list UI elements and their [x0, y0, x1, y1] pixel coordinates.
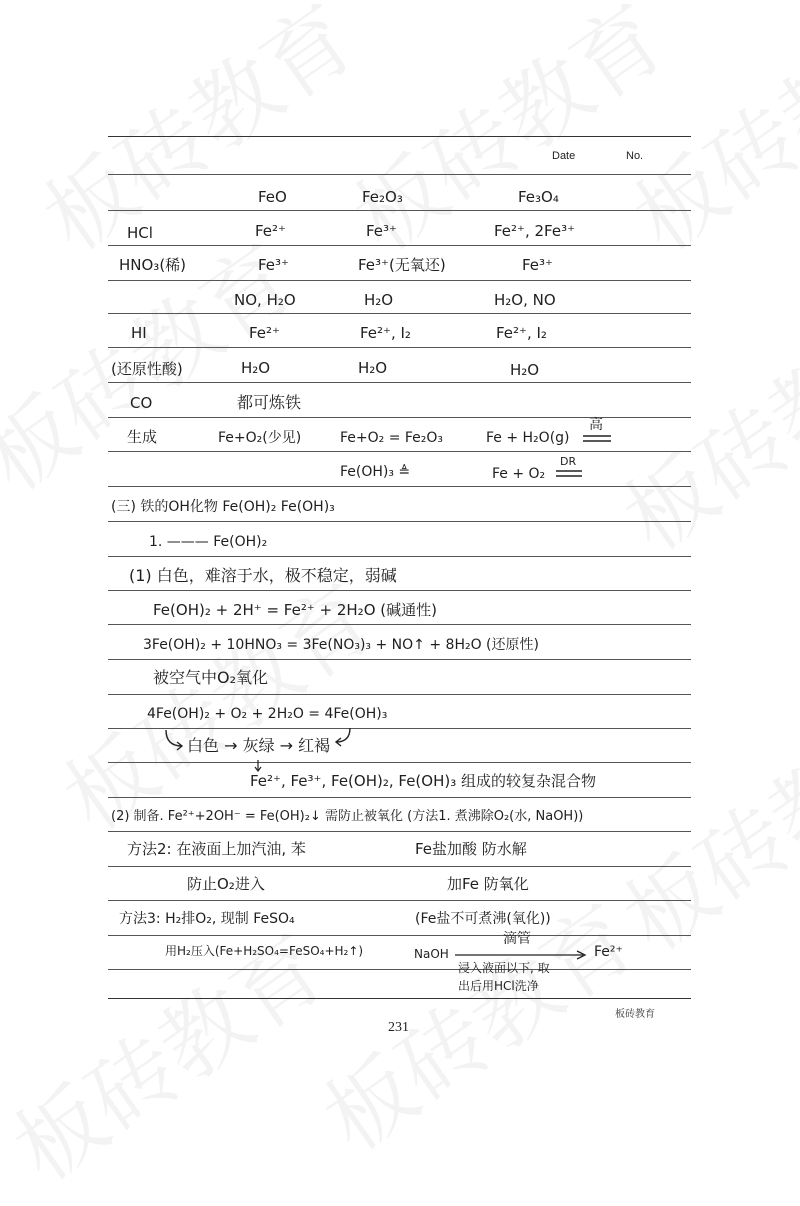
ruled-line	[108, 866, 691, 867]
method-2-note: Fe盐加酸 防水解	[415, 840, 527, 858]
ruled-line	[108, 486, 691, 487]
color-change: 白色 → 灰绿 → 红褐	[187, 736, 331, 755]
condition-high: 高	[589, 417, 603, 433]
watermark	[596, 270, 800, 575]
table-cell: Fe³⁺	[366, 222, 397, 240]
brand-mark: 板砖教育	[615, 1009, 655, 1020]
ruled-line	[108, 417, 691, 418]
condition-dr: DR	[560, 455, 577, 468]
paragraph: 被空气中O₂氧化	[153, 668, 269, 687]
table-cell: Fe³⁺(无氧还)	[358, 256, 446, 274]
ruled-line	[108, 210, 691, 211]
generate-label: 生成	[127, 428, 158, 446]
row-label: HNO₃(稀)	[119, 256, 187, 274]
row-label: (还原性酸)	[111, 360, 183, 378]
top-border	[108, 136, 691, 137]
table-cell: H₂O, NO	[494, 291, 556, 309]
table-cell: Fe²⁺	[249, 324, 280, 342]
table-cell: H₂O	[510, 361, 540, 379]
method-3-detail: 用H₂压入(Fe+H₂SO₄=FeSO₄+H₂↑)	[165, 944, 364, 958]
column-header: FeO	[258, 188, 287, 206]
ruled-line	[108, 900, 691, 901]
table-cell: Fe²⁺, I₂	[496, 324, 547, 342]
table-cell: NO, H₂O	[234, 291, 296, 309]
ruled-line	[108, 521, 691, 522]
table-cell: Fe²⁺, I₂	[360, 324, 411, 342]
ruled-line	[108, 556, 691, 557]
ruled-line	[108, 245, 691, 246]
ruled-line	[108, 280, 691, 281]
table-cell: Fe³⁺	[258, 256, 289, 274]
table-cell: H₂O	[241, 359, 271, 377]
method-2: 方法2: 在液面上加汽油, 苯	[127, 840, 306, 858]
co-note: 都可炼铁	[237, 393, 302, 412]
preparation: (2) 制备. Fe²⁺+2OH⁻ = Fe(OH)₂↓ 需防止被氧化 (方法1. 煮沸除O₂(水, NaOH))	[111, 809, 584, 824]
method-3: 方法3: H₂排O₂, 现制 FeSO₄	[119, 911, 295, 927]
dropper-note: 浸入液面以下, 取	[458, 961, 550, 975]
dropper-label: 滴管	[503, 931, 531, 947]
table-cell: Fe²⁺, 2Fe³⁺	[494, 222, 576, 240]
curved-arrow-right	[332, 726, 354, 748]
no-label: No.	[626, 150, 644, 162]
ruled-line	[108, 624, 691, 625]
generate-item: Fe + H₂O(g)	[486, 430, 570, 446]
table-cell: H₂O	[358, 359, 388, 377]
ruled-line	[108, 797, 691, 798]
table-cell: Fe²⁺	[255, 222, 286, 240]
ruled-line	[108, 728, 691, 729]
ruled-line	[108, 451, 691, 452]
down-arrow	[254, 760, 262, 772]
curved-arrow-left	[162, 728, 186, 752]
row-label: HI	[131, 324, 147, 342]
paragraph: (1) 白色，难溶于水，极不稳定，弱碱	[129, 566, 397, 585]
list-item: 1. ——— Fe(OH)₂	[149, 534, 268, 550]
ruled-line	[108, 174, 691, 175]
ruled-line	[108, 347, 691, 348]
ruled-line	[108, 935, 691, 936]
reaction-arrow	[455, 950, 590, 960]
ruled-line	[108, 762, 691, 763]
method-3-note: (Fe盐不可煮沸(氧化))	[415, 911, 551, 927]
reagent: NaOH	[414, 947, 449, 961]
mixture-note: Fe²⁺, Fe³⁺, Fe(OH)₂, Fe(OH)₃ 组成的较复杂混合物	[250, 772, 596, 790]
generate-item: Fe+O₂(少见)	[218, 430, 302, 446]
table-cell: H₂O	[364, 291, 394, 309]
generate-item: Fe(OH)₃ ≜	[340, 464, 411, 480]
product: Fe²⁺	[594, 944, 623, 960]
section-title: (三) 铁的OH化物 Fe(OH)₂ Fe(OH)₃	[111, 499, 335, 515]
ruled-line	[108, 659, 691, 660]
watermark	[606, 0, 800, 276]
equation: 4Fe(OH)₂ + O₂ + 2H₂O = 4Fe(OH)₃	[147, 706, 388, 722]
equals-sign	[583, 434, 613, 444]
method-2-note: 加Fe 防氧化	[447, 875, 529, 893]
generate-item: Fe+O₂ = Fe₂O₃	[340, 430, 444, 446]
date-label: Date	[552, 150, 576, 162]
ruled-line	[108, 831, 691, 832]
bottom-border	[108, 998, 691, 999]
column-header: Fe₂O₃	[362, 188, 403, 206]
co-label: CO	[130, 394, 153, 412]
method-2: 防止O₂进入	[187, 875, 265, 893]
ruled-line	[108, 313, 691, 314]
equation: 3Fe(OH)₂ + 10HNO₃ = 3Fe(NO₃)₃ + NO↑ + 8H₂O (还原性)	[143, 637, 539, 653]
row-label: HCl	[127, 224, 153, 242]
watermark	[596, 670, 800, 975]
page-number: 231	[388, 1020, 409, 1035]
ruled-line	[108, 694, 691, 695]
ruled-line	[108, 590, 691, 591]
column-header: Fe₃O₄	[518, 188, 559, 206]
ruled-line	[108, 969, 691, 970]
ruled-line	[108, 382, 691, 383]
equation: Fe(OH)₂ + 2H⁺ = Fe²⁺ + 2H₂O (碱通性)	[153, 601, 437, 619]
watermark	[16, 0, 377, 276]
dropper-note: 出后用HCl洗净	[458, 979, 539, 993]
generate-item: Fe + O₂	[492, 466, 546, 482]
equals-sign	[556, 469, 584, 479]
table-cell: Fe³⁺	[522, 256, 553, 274]
